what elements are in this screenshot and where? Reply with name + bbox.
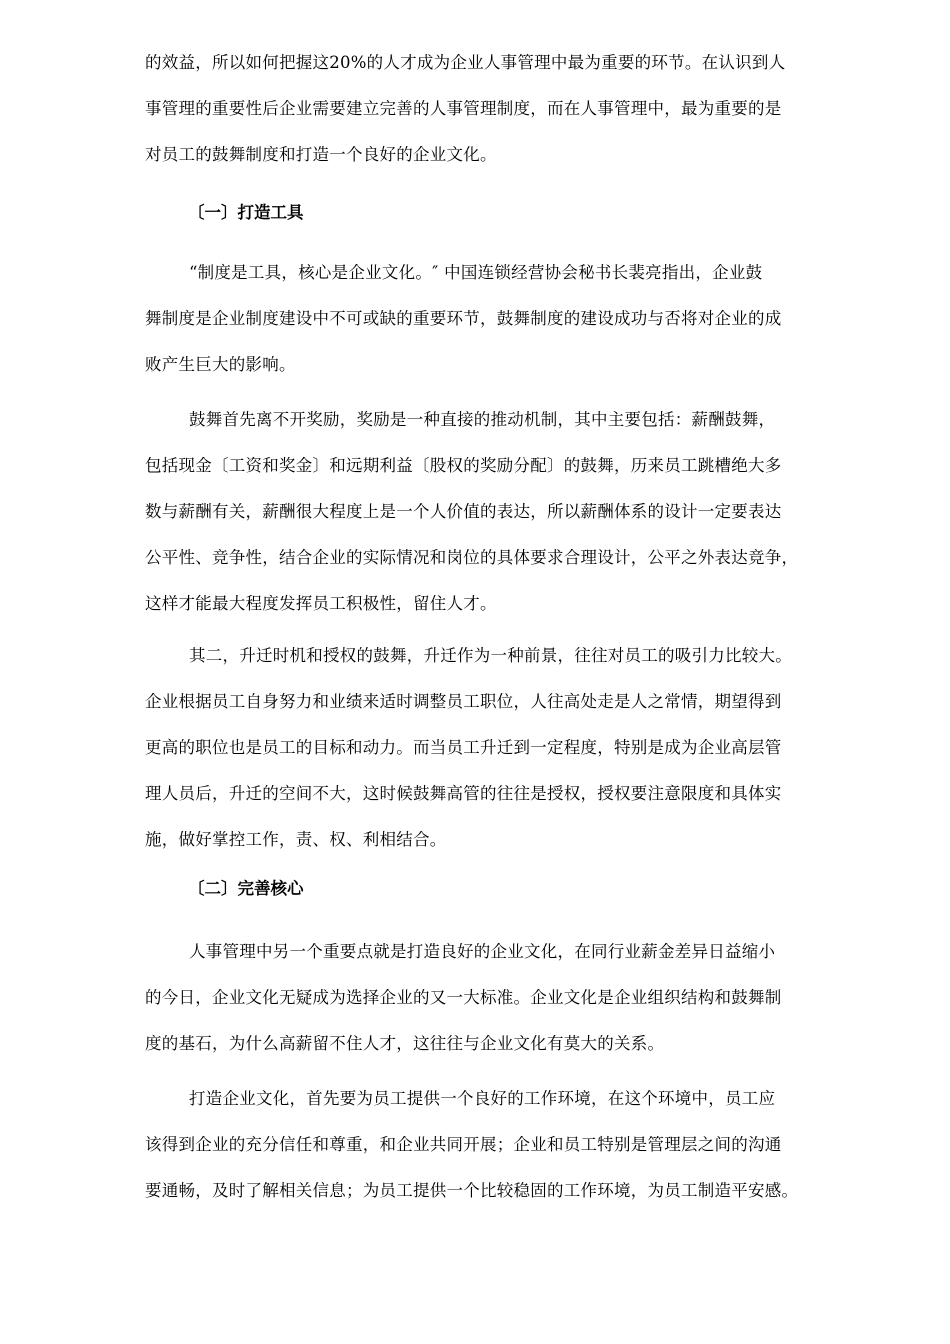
text-line: 公平性、竞争性，结合企业的实际情况和岗位的具体要求合理设计，公平之外表达竞争，	[145, 548, 799, 567]
text-line: 败产生巨大的影响。	[145, 355, 296, 374]
text-line: 这样才能最大程度发挥员工积极性，留住人才。	[145, 594, 497, 613]
text-line: 其二，升迁时机和授权的鼓舞，升迁作为一种前景，往往对员工的吸引力比较大。	[189, 646, 792, 665]
text-line: “制度是工具，核心是企业文化。″ 中国连锁经营协会秘书长裴亮指出，企业鼓	[189, 263, 763, 282]
text-line: 人事管理中另一个重要点就是打造良好的企业文化，在同行业薪金差异日益缩小	[189, 942, 776, 961]
text-line: 包括现金〔工资和奖金〕和远期利益〔股权的奖励分配〕的鼓舞，历来员工跳槽绝大多	[145, 456, 782, 475]
text-line: 要通畅，及时了解相关信息；为员工提供一个比较稳固的工作环境，为员工制造平安感。	[145, 1181, 799, 1200]
paragraph-2	[145, 250, 885, 388]
text-line: 打造企业文化，首先要为员工提供一个良好的工作环境，在这个环境中，员工应	[189, 1089, 776, 1108]
text-line: 度的基石，为什么高薪留不住人才，这往往与企业文化有莫大的关系。	[145, 1034, 665, 1053]
text-line: 的效益，所以如何把握这20%的人才成为企业人事管理中最为重要的环节。在认识到人	[145, 53, 786, 72]
text-line: 对员工的鼓舞制度和打造一个良好的企业文化。	[145, 145, 497, 164]
section-heading-2: 〔二〕完善核心	[188, 879, 304, 898]
text-line: 施，做好掌控工作，责、权、利相结合。	[145, 830, 447, 849]
text-line: 鼓舞首先离不开奖励，奖励是一种直接的推动机制，其中主要包括：薪酬鼓舞，	[189, 410, 776, 429]
paragraph-6	[145, 1076, 885, 1214]
text-line: 数与薪酬有关，薪酬很大程度上是一个人价值的表达，所以薪酬体系的设计一定要表达	[145, 502, 782, 521]
text-line: 的今日，企业文化无疑成为选择企业的又一大标准。企业文化是企业组织结构和鼓舞制	[145, 988, 782, 1007]
paragraph-1	[145, 40, 885, 178]
paragraph-4	[145, 633, 885, 863]
text-line: 企业根据员工自身努力和业绩来适时调整员工职位，人往高处走是人之常情，期望得到	[145, 692, 782, 711]
text-line: 该得到企业的充分信任和尊重，和企业共同开展；企业和员工特别是管理层之间的沟通	[145, 1135, 782, 1154]
paragraph-5	[145, 929, 885, 1067]
paragraph-3	[145, 397, 885, 627]
text-line: 更高的职位也是员工的目标和动力。而当员工升迁到一定程度，特别是成为企业高层管	[145, 738, 782, 757]
text-line: 理人员后，升迁的空间不大，这时候鼓舞高管的往往是授权，授权要注意限度和具体实	[145, 784, 782, 803]
text-line: 舞制度是企业制度建设中不可或缺的重要环节，鼓舞制度的建设成功与否将对企业的成	[145, 309, 782, 328]
section-heading-1: 〔一〕打造工具	[188, 203, 304, 222]
text-line: 事管理的重要性后企业需要建立完善的人事管理制度，而在人事管理中，最为重要的是	[145, 99, 782, 118]
